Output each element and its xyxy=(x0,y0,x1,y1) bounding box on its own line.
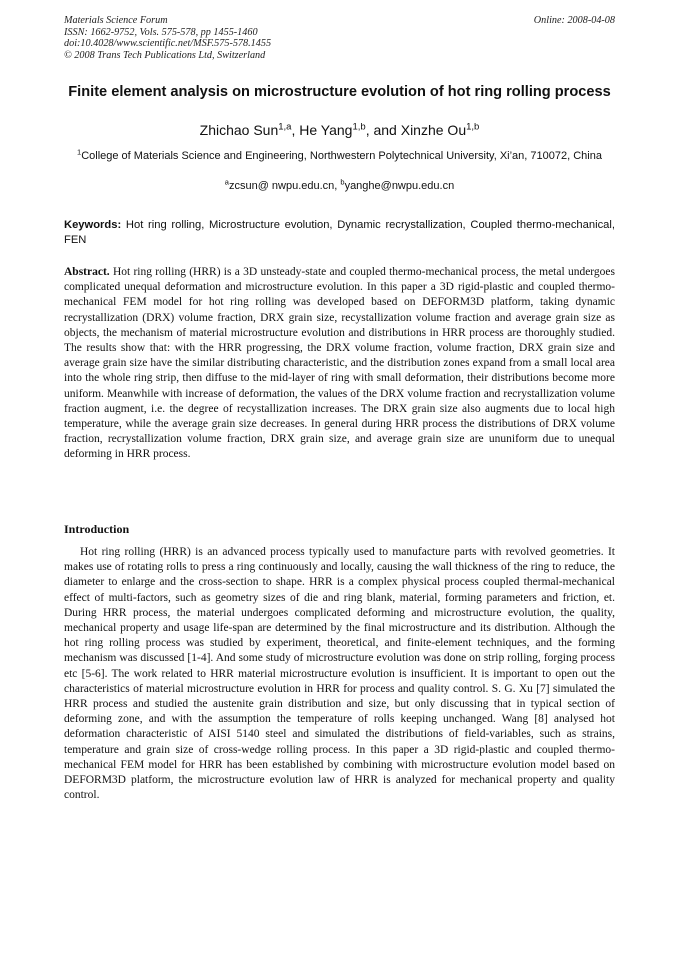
abstract-text: Hot ring rolling (HRR) is a 3D unsteady-state and coupled thermo-mechanical process, the metal undergoes complicated unequal deformation and microstructure evolution. In this paper a 3D rigid-plastic and coupled thermo-mechanical FEM model for hot ring rolling was developed based on DEFORM3D platform, taking dynamic recrystallization (DRX) volume fraction, DRX grain size, recystallization volume fraction and average grain size as objects, the mechanism of material microstructure evolution and distributions in HRR process are thoroughly studied. The results show that: with the HRR progressing, the DRX volume fraction, volume fraction, DRX grain size and average grain size have the similar distributing characteristic, and the distribution zones expand from a small local area into the whole ring strip, then diffuse to the mid-layer of ring with small deformation, their distributions become more uniform. Meanwhile with increase of deformation, the values of the DRX volume fraction and recrystallization volume fraction augment, i.e. the degree of recystallization increases. The DRX grain size also augments due to local high temperature, while the average grain size decreases. In general during HRR process the distributions of DRX volume fraction, recrystallization volume fraction, DRX grain size, and average grain size are ununiform due to unequal deforming in HRR process. xyxy=(64,266,615,461)
email-b: yanghe@nwpu.edu.cn xyxy=(344,180,455,192)
journal-name: Materials Science Forum xyxy=(64,15,168,26)
paper-title: Finite element analysis on microstructure evolution of hot ring rolling process xyxy=(68,84,611,100)
author-affiliation-mark: 1,b xyxy=(466,121,480,133)
doi-line: doi:10.4028/www.scientific.net/MSF.575-578.1455 xyxy=(64,38,272,50)
email-mark-a: a xyxy=(224,177,229,187)
author-name: Zhichao Sun xyxy=(199,122,279,138)
author-separator: , and xyxy=(365,122,401,138)
keywords-text: Hot ring rolling, Microstructure evolution, Dynamic recrystallization, Coupled thermo-mechanical, FEN xyxy=(64,219,615,246)
affiliation xyxy=(64,147,615,166)
email-mark-b: b xyxy=(340,177,345,187)
abstract xyxy=(64,265,615,463)
author-name: He Yang xyxy=(299,122,353,138)
email-a: zcsun@ nwpu.edu.cn, xyxy=(228,180,341,192)
affiliation-text: College of Materials Science and Engineering, Northwestern Polytechnical University, Xi’an, 710072, China xyxy=(81,150,602,162)
section-heading-introduction: Introduction xyxy=(64,522,130,536)
online-date: Online: 2008-04-08 xyxy=(533,15,615,26)
author-affiliation-mark: 1,b xyxy=(352,121,366,133)
author-list xyxy=(64,122,615,138)
issn-line: ISSN: 1662-9752, Vols. 575-578, pp 1455-1460 xyxy=(64,26,258,38)
keywords xyxy=(64,218,615,248)
author-affiliation-mark: 1,a xyxy=(278,121,292,133)
author-separator: , xyxy=(291,122,300,138)
email-line xyxy=(64,177,615,192)
abstract-label: Abstract. xyxy=(64,266,110,278)
journal-header xyxy=(64,15,271,61)
affiliation-mark: 1 xyxy=(77,147,82,157)
author-name: Xinzhe Ou xyxy=(400,122,467,138)
keywords-label: Keywords: xyxy=(64,219,122,231)
introduction-paragraph: Hot ring rolling (HRR) is an advanced process typically used to manufacture parts with revolved geometries. It makes use of rotating rolls to press a ring continuously and locally, causing the wall thickness of the ring to reduce, the diameter to enlarge and the cross-section to shape. HRR is a complex physical process coupled thermal-mechanical effect of multi-factors, such as geometry sizes of die and ring blank, material, forming parameters and friction, et. During HRR process, the material undergoes complicated deforming and microstructure evolution, the quality, mechanical property and usage life-span are determined by the final microstructure and its distribution. Although the hot ring rolling process was studied by experiment, theoretical, and finite-element techniques, and the forming mechanism was discussed [1-4]. And some study of microstructure evolution was done on strip rolling, forging process etc [5-6]. The work related to HRR material microstructure evolution is insufficient. It is important to open out the characteristics of material microstructure evolution in HRR for process and quality control. S. G. Xu [7] simulated the HRR process and studied the austenite grain distribution and size, but only discussing that in typical section of deforming zone, and with the assumption the temperature of rolls keeping unchanged. Wang [8] analysed hot deformation characteristic of AISI 5140 steel and simulated the distributions of field-variables, such as strains, temperature and grain size of cross-wedge rolling process. In this paper a 3D rigid-plastic and coupled thermo-mechanical FEM model for HRR has been established by combining with microstructure evolution model based on DEFORM3D platform, the microstructure evolution law of HRR is analyzed for mechanical property and quality control. xyxy=(64,546,615,802)
copyright-line: © 2008 Trans Tech Publications Ltd, Switzerland xyxy=(64,49,266,61)
